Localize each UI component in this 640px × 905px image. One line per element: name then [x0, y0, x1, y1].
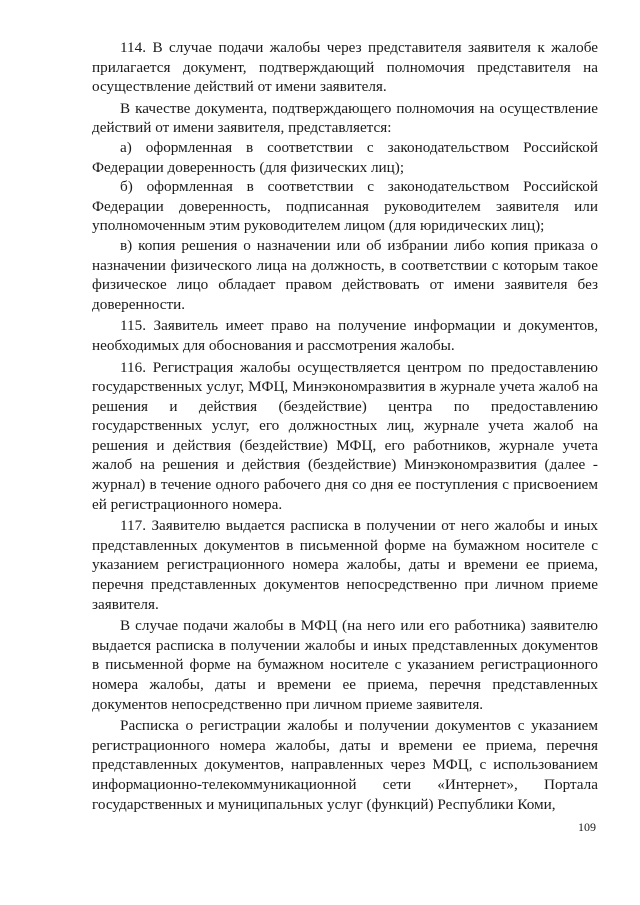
page-number: 109 — [578, 820, 596, 834]
paragraph-116: 116. Регистрация жалобы осуществляется центром по предоставлению государственных услуг, МФЦ, Минэкономразвития в журнале учета жалоб на решения и действия (бездействие) центра по предоставлению государственных услуг, его должностных лиц, журнале учета жалоб на решения и действия (бездействие) МФЦ, его работников, журнале учета жалоб на решения и действия (бездействие) Минэкономразвития (далее - журнал) в течение одного рабочего дня со дня ее поступления с присвоением ей регистрационного номера. — [92, 358, 598, 513]
paragraph-114: 114. В случае подачи жалобы через представителя заявителя к жалобе прилагается документ, подтверждающий полномочия представителя на осуществление действий от имени заявителя. — [92, 39, 598, 96]
body-text — [92, 38, 598, 814]
paragraph-receipt: Расписка о регистрации жалобы и получении документов с указанием регистрационного номера жалобы, даты и времени ее приема, перечня представленных документов, направленных через МФЦ, с использованием информационно-телекоммуникационной сети «Интернет», Портала государственных и муниципальных услуг (функций) Республики Коми, — [92, 717, 598, 813]
paragraph-mfc-case: В случае подачи жалобы в МФЦ (на него или его работника) заявителю выдается расписка в получении жалобы и иных представленных документов в письменной форме на бумажном носителе с указанием регистрационного номера жалобы, даты и времени ее приема, перечня представленных документов непосредственно при личном приеме заявителя. — [92, 617, 598, 713]
paragraph-117: 117. Заявителю выдается расписка в получении от него жалобы и иных представленных документов в письменной форме на бумажном носителе с указанием регистрационного номера жалобы, даты и времени ее приема, перечня представленных документов непосредственно при личном приеме заявителя. — [92, 517, 598, 613]
paragraph-item-a: а) оформленная в соответствии с законодательством Российской Федерации доверенность (для физических лиц); — [92, 138, 598, 176]
paragraph-item-b: б) оформленная в соответствии с законодательством Российской Федерации доверенность, подписанная руководителем заявителя или уполномоченным этим руководителем лицом (для юридических лиц); — [92, 178, 598, 235]
paragraph-115: 115. Заявитель имеет право на получение информации и документов, необходимых для обоснования и рассмотрения жалобы. — [92, 317, 598, 354]
paragraph-authority-doc: В качестве документа, подтверждающего полномочия на осуществление действий от имени заявителя, представляется: — [92, 99, 598, 137]
paragraph-item-v: в) копия решения о назначении или об избрании либо копия приказа о назначении физического лица на должность, в соответствии с которым такое физическое лицо обладает правом действовать от имени заявителя без доверенности. — [92, 236, 598, 313]
